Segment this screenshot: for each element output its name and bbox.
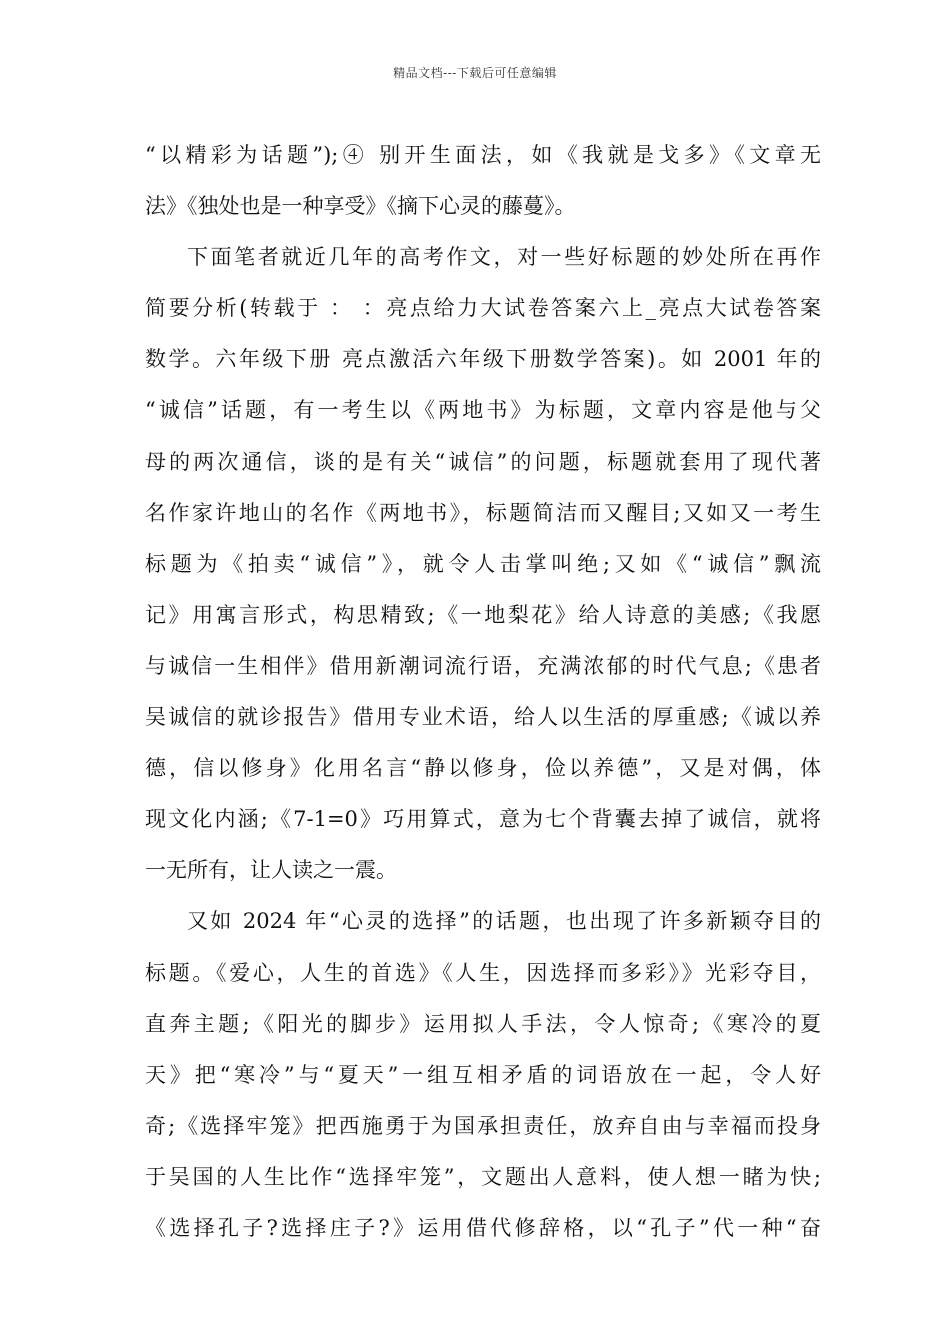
text-line: 数学。六年级下册 亮点激活六年级下册数学答案)。如 2001 年的	[145, 347, 821, 372]
text-line: 记》用寓言形式，构思精致;《一地梨花》给人诗意的美感;《我愿	[145, 602, 821, 627]
text-line: 现文化内涵;《7-1=0》巧用算式，意为七个背囊去掉了诚信，就将	[145, 807, 821, 832]
text-line: 一无所有，让人读之一震。	[145, 858, 397, 883]
text-line: “以精彩为话题”);④ 别开生面法，如《我就是戈多》《文章无	[145, 143, 821, 167]
text-line: 奇;《选择牢笼》把西施勇于为国承担责任，放弃自由与幸福而投身	[145, 1113, 821, 1138]
text-line: 德，信以修身》化用名言“静以修身，俭以养德”，又是对偶，体	[145, 756, 821, 781]
text-line: 天》把“寒冷”与“夏天”一组互相矛盾的词语放在一起，令人好	[145, 1062, 821, 1087]
text-line: 标题。《爱心，人生的首选》《人生，因选择而多彩》》光彩夺目，	[145, 960, 821, 985]
text-line: 《选择孔子?选择庄子?》运用借代修辞格，以“孔子”代一种“奋	[145, 1215, 821, 1240]
text-line: 又如 2024 年“心灵的选择”的话题，也出现了许多新颖夺目的	[187, 909, 821, 934]
text-line: 下面笔者就近几年的高考作文，对一些好标题的妙处所在再作	[187, 245, 821, 270]
text-line: 直奔主题;《阳光的脚步》运用拟人手法，令人惊奇;《寒冷的夏	[145, 1011, 821, 1036]
text-line: 法》《独处也是一种享受》《摘下心灵的藤蔓》。	[145, 194, 576, 219]
document-body	[145, 130, 821, 1254]
page-header: 精品文档---下载后可任意编辑	[393, 66, 557, 80]
text-line: 名作家许地山的名作《两地书》，标题简洁而又醒目;又如又一考生	[145, 500, 821, 525]
text-line: “诚信”话题，有一考生以《两地书》为标题，文章内容是他与父	[145, 398, 821, 423]
text-line: 吴诚信的就诊报告》借用专业术语，给人以生活的厚重感;《诚以养	[145, 705, 821, 730]
text-line: 于吴国的人生比作“选择牢笼”，文题出人意料，使人想一睹为快;	[145, 1164, 821, 1189]
text-line: 母的两次通信，谈的是有关“诚信”的问题，标题就套用了现代著	[145, 449, 821, 474]
text-line: 与诚信一生相伴》借用新潮词流行语，充满浓郁的时代气息;《患者	[145, 653, 821, 678]
text-line: 简要分析(转载于 ： ：亮点给力大试卷答案六上_亮点大试卷答案	[145, 296, 821, 321]
text-line: 标题为《拍卖“诚信”》，就令人击掌叫绝;又如《“诚信”飘流	[145, 551, 821, 576]
